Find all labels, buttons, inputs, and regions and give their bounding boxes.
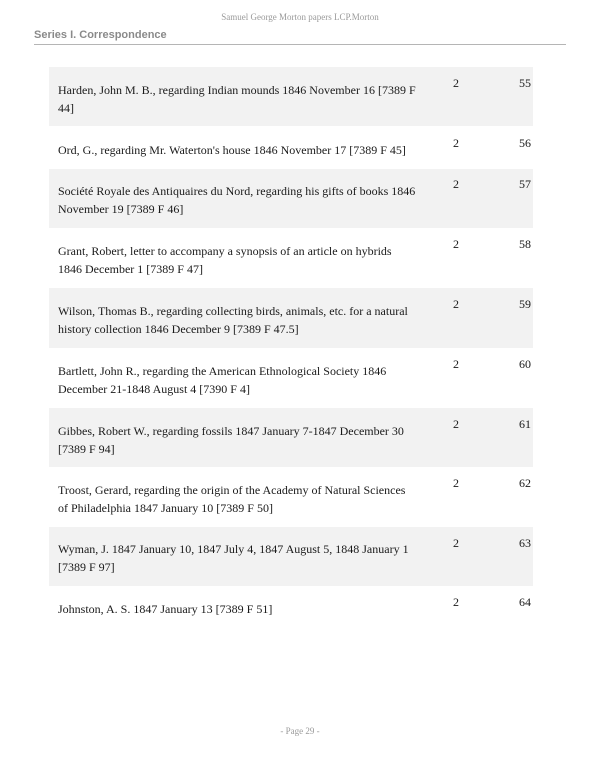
container-row [49,288,533,348]
row-description: Johnston, A. S. 1847 January 13 [7389 F 51] [58,602,273,616]
series-heading: Series I. Correspondence [34,29,566,45]
container-row [49,408,533,467]
row-description: Wyman, J. 1847 January 10, 1847 July 4, 1847 August 5, 1848 January 1 [7389 F 97] [58,542,409,574]
page-number: - Page 29 - [280,726,320,736]
row-description: Société Royale des Antiquaires du Nord, regarding his gifts of books 1846 November 19 [7389 F 46] [58,184,416,216]
row-box-number: 2 [453,237,459,251]
row-description: Grant, Robert, letter to accompany a synopsis of an article on hybrids 1846 December 1 [7389 F 47] [58,244,392,276]
row-box-number: 2 [453,297,459,311]
row-box-number: 2 [453,76,459,90]
row-description: Troost, Gerard, regarding the origin of the Academy of Natural Sciences of Philadelphia 1847 January 10 [7389 F 50] [58,483,406,515]
row-folder-number: 55 [519,76,531,90]
row-description: Gibbes, Robert W., regarding fossils 1847 January 7-1847 December 30 [7389 F 94] [58,424,404,456]
container-row [49,228,533,288]
row-box-number: 2 [453,357,459,371]
row-box-number: 2 [453,136,459,150]
row-box-number: 2 [453,536,459,550]
row-folder-number: 63 [519,536,531,550]
running-header: Samuel George Morton papers LCP.Morton [221,12,379,22]
container-row [49,169,533,228]
row-folder-number: 61 [519,417,531,431]
row-box-number: 2 [453,417,459,431]
container-row [49,527,533,586]
container-row [49,348,533,408]
row-folder-number: 64 [519,595,531,609]
row-folder-number: 58 [519,237,531,251]
row-description: Ord, G., regarding Mr. Waterton's house 1846 November 17 [7389 F 45] [58,143,406,157]
row-description: Bartlett, John R., regarding the American Ethnological Society 1846 December 21-1848 August 4 [7390 F 4] [58,364,387,396]
container-row [49,586,533,630]
row-folder-number: 62 [519,476,531,490]
row-description: Harden, John M. B., regarding Indian mounds 1846 November 16 [7389 F 44] [58,83,416,115]
row-box-number: 2 [453,595,459,609]
row-folder-number: 56 [519,136,531,150]
container-row [49,467,533,527]
row-description: Wilson, Thomas B., regarding collecting birds, animals, etc. for a natural history collection 1846 December 9 [7389 F 47.5] [58,304,408,336]
row-box-number: 2 [453,476,459,490]
container-row [49,126,533,169]
row-folder-number: 60 [519,357,531,371]
container-row [49,67,533,126]
container-list [49,67,533,630]
row-folder-number: 59 [519,297,531,311]
row-folder-number: 57 [519,177,531,191]
row-box-number: 2 [453,177,459,191]
